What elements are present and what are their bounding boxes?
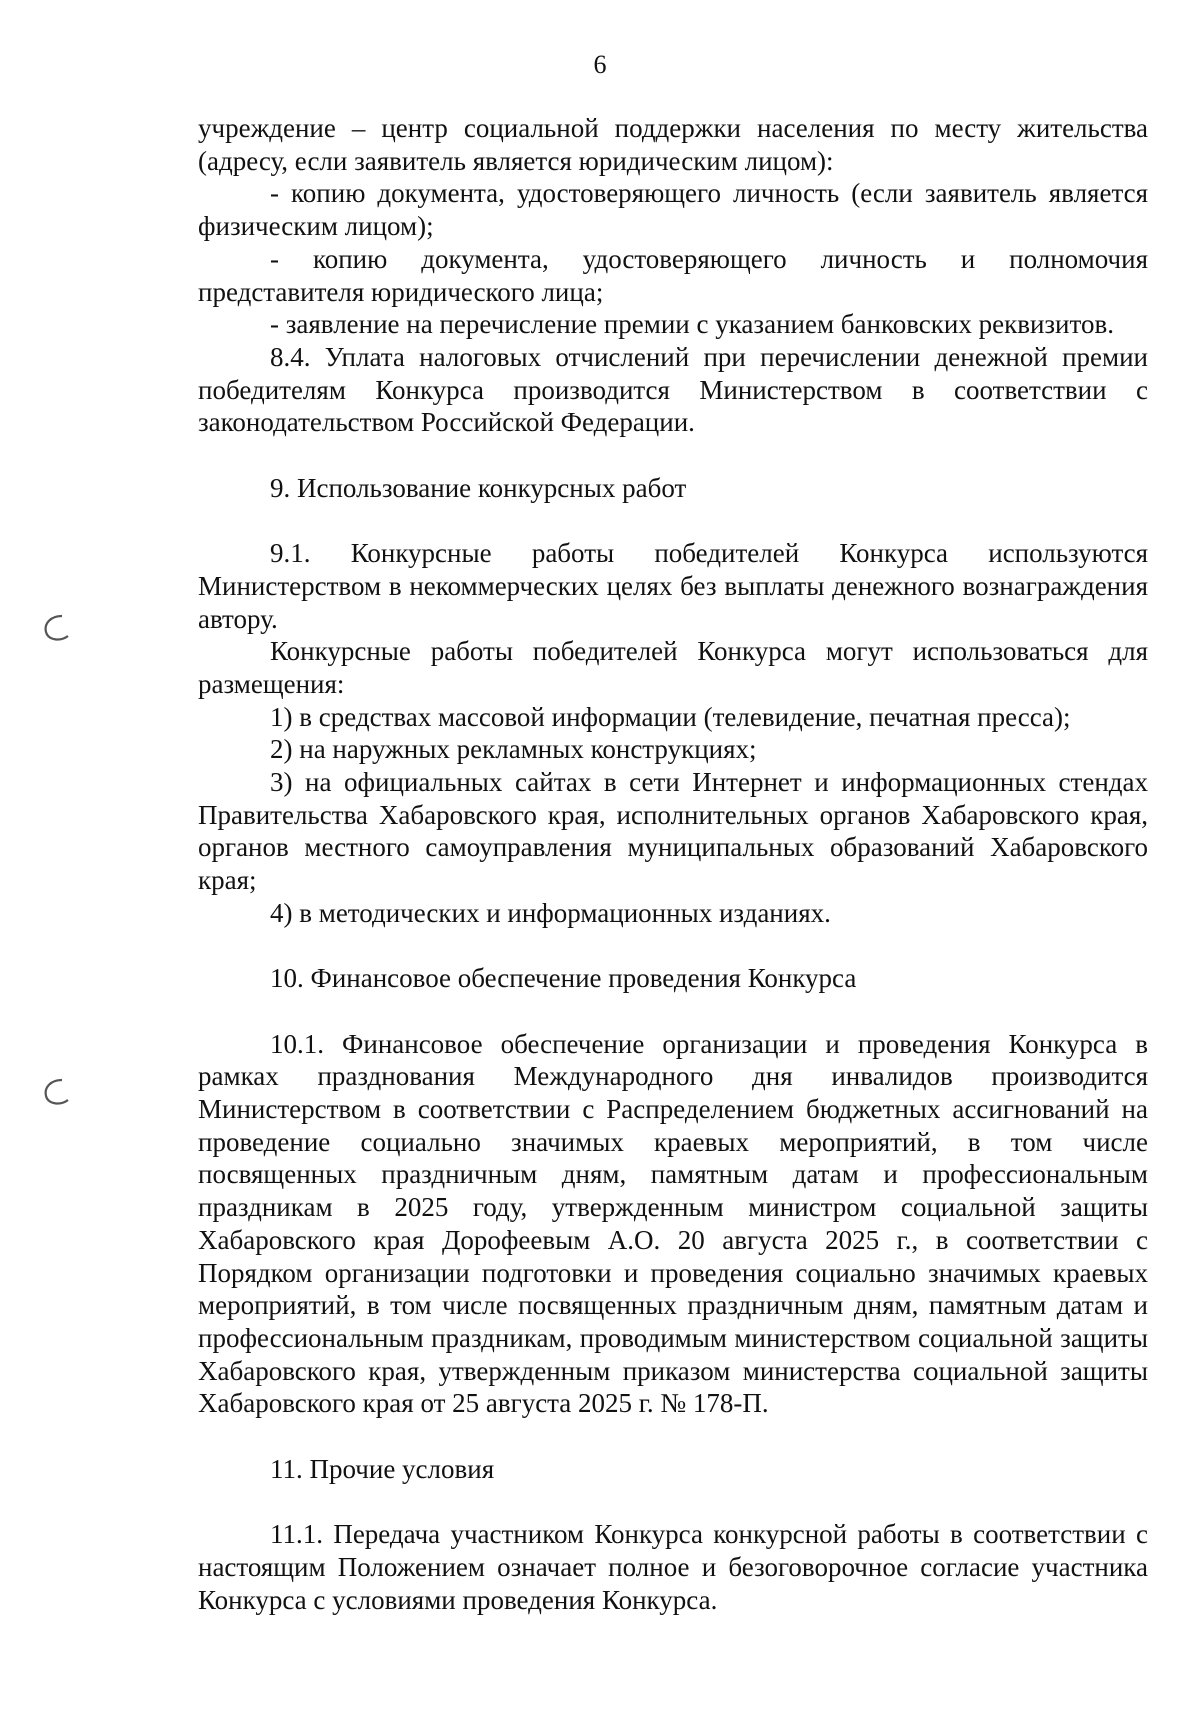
section-heading: 11. Прочие условия bbox=[270, 1453, 495, 1484]
blank-line bbox=[198, 504, 1148, 537]
paragraph: 9.1. Конкурсные работы победителей Конкурса используются Министерством в некоммерческих целях без выплаты денежного вознаграждения автору. bbox=[198, 538, 1148, 634]
blank-line bbox=[198, 1420, 1148, 1453]
document-body bbox=[198, 112, 1148, 1616]
binding-hole-mark-1 bbox=[40, 612, 72, 644]
blank-line bbox=[198, 995, 1148, 1028]
page-number: 6 bbox=[593, 50, 607, 79]
section-heading: 9. Использование конкурсных работ bbox=[270, 472, 687, 503]
paragraph: 1) в средствах массовой информации (телевидение, печатная пресса); bbox=[270, 701, 1071, 732]
paragraph: - заявление на перечисление премии с указанием банковских реквизитов. bbox=[270, 309, 1114, 340]
paragraph: 4) в методических и информационных изданиях. bbox=[270, 897, 831, 928]
blank-line bbox=[198, 439, 1148, 472]
paragraph: учреждение – центр социальной поддержки населения по месту жительства (адресу, если заявитель является юридическим лицом): bbox=[198, 113, 1148, 176]
paragraph: - копию документа, удостоверяющего личность (если заявитель является физическим лицом); bbox=[198, 178, 1148, 242]
section-heading: 10. Финансовое обеспечение проведения Конкурса bbox=[270, 963, 857, 994]
binding-hole-mark-2 bbox=[40, 1076, 72, 1108]
paragraph: 8.4. Уплата налоговых отчислений при перечислении денежной премии победителям Конкурса производится Министерством в соответствии с законодательством Российской Федерации. bbox=[198, 341, 1148, 438]
paragraph: 11.1. Передача участником Конкурса конкурсной работы в соответствии с настоящим Положением означает полное и безоговорочное согласие участника Конкурса с условиями проведения Конкурса. bbox=[198, 1519, 1148, 1615]
paragraph: 2) на наружных рекламных конструкциях; bbox=[270, 734, 757, 765]
blank-line bbox=[198, 930, 1148, 963]
paragraph: 10.1. Финансовое обеспечение организации и проведения Конкурса в рамках празднования Международного дня инвалидов производится Министерством в соответствии с Распределением бюджетных ассигнований на проведение социально значимых краевых мероприятий, в том числе посвященных праздничным дням, памятным датам и профессиональным праздникам в 2025 году, утвержденным министром социальной защиты Хабаровского края Дорофеевым А.О. 20 августа 2025 г., в соответствии с Порядком организации подготовки и проведения социально значимых краевых мероприятий, в том числе посвященных праздничным дням, памятным датам и профессиональным праздникам, проводимым министерством социальной защиты Хабаровского края, утвержденным приказом министерства социальной защиты Хабаровского края от 25 августа 2025 г. № 178-П. bbox=[198, 1028, 1148, 1419]
paragraph: 3) на официальных сайтах в сети Интернет и информационных стендах Правительства Хабаровского края, исполнительных органов Хабаровского края, органов местного самоуправления муниципальных образований Хабаровского края; bbox=[198, 767, 1148, 896]
blank-line bbox=[198, 1485, 1148, 1518]
paragraph: - копию документа, удостоверяющего личность и полномочия представителя юридического лица; bbox=[198, 243, 1148, 307]
paragraph: Конкурсные работы победителей Конкурса могут использоваться для размещения: bbox=[198, 636, 1148, 699]
